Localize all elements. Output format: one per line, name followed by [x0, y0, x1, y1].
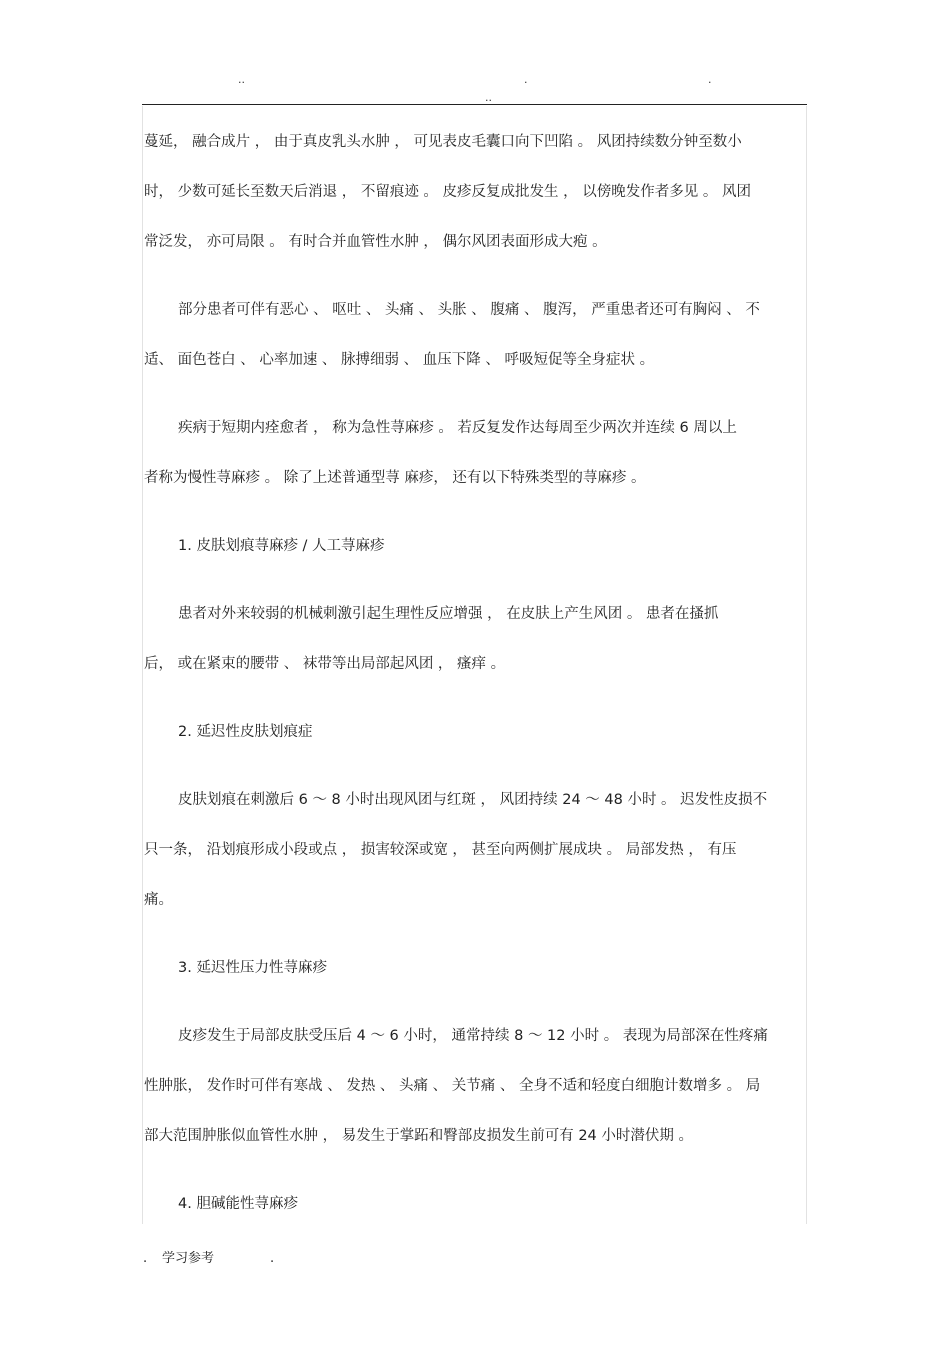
text-line: 者称为慢性荨麻疹 。 除了上述普通型荨 麻疹， 还有以下特殊类型的荨麻疹 。 — [144, 470, 646, 486]
paragraph-start: 皮疹发生于局部皮肤受压后 4 ～ 6 小时， 通常持续 8 ～ 12 小时 。 表现为局部深在性疼痛 — [178, 1028, 768, 1044]
text-line: 痛。 — [144, 892, 173, 908]
section-heading: 3. 延迟性压力性荨麻疹 — [178, 960, 327, 976]
header-rule — [142, 104, 807, 105]
header-dots-under: .. — [485, 91, 492, 104]
text-line: 适、 面色苍白 、 心率加速 、 脉搏细弱 、 血压下降 、 呼吸短促等全身症状 。 — [144, 352, 655, 368]
header-dots-left: .. — [238, 73, 245, 86]
header-dot-center: . — [524, 73, 528, 86]
footer-dot-left: . — [143, 1251, 148, 1266]
section-heading: 1. 皮肤划痕荨麻疹 / 人工荨麻疹 — [178, 538, 385, 554]
text-line: 蔓延， 融合成片 ， 由于真皮乳头水肿 ， 可见表皮毛囊口向下凹陷 。 风团持续数分钟至数小 — [144, 134, 742, 150]
left-margin-line — [142, 106, 143, 1224]
paragraph-start: 疾病于短期内痊愈者 ， 称为急性荨麻疹 。 若反复发作达每周至少两次并连续 6 周以上 — [178, 420, 737, 436]
right-margin-line — [806, 106, 807, 1224]
header-dot-right: . — [708, 73, 712, 86]
footer-label: 学习参考 — [162, 1251, 215, 1266]
text-line: 后， 或在紧束的腰带 、 袜带等出局部起风团 ， 瘙痒 。 — [144, 656, 506, 672]
section-heading: 2. 延迟性皮肤划痕症 — [178, 724, 313, 740]
footer-dot-right: . — [270, 1251, 275, 1266]
text-line: 时， 少数可延长至数天后消退 ， 不留痕迹 。 皮疹反复成批发生 ， 以傍晚发作者多见 。 风团 — [144, 184, 751, 200]
paragraph-start: 患者对外来较弱的机械刺激引起生理性反应增强 ， 在皮肤上产生风团 。 患者在搔抓 — [178, 606, 719, 622]
paragraph-start: 部分患者可伴有恶心 、 呕吐 、 头痛 、 头胀 、 腹痛 、 腹泻， 严重患者还可有胸闷 、 不 — [178, 302, 760, 318]
text-line: 性肿胀， 发作时可伴有寒战 、 发热 、 头痛 、 关节痛 、 全身不适和轻度白细胞计数增多 。 局 — [144, 1078, 761, 1094]
section-heading: 4. 胆碱能性荨麻疹 — [178, 1196, 298, 1212]
paragraph-start: 皮肤划痕在刺激后 6 ～ 8 小时出现风团与红斑 ， 风团持续 24 ～ 48 小时 。 迟发性皮损不 — [178, 792, 768, 808]
text-line: 只一条， 沿划痕形成小段或点 ， 损害较深或宽 ， 甚至向两侧扩展成块 。 局部发热 ， 有压 — [144, 842, 737, 858]
text-line: 部大范围肿胀似血管性水肿 ， 易发生于掌跖和臀部皮损发生前可有 24 小时潜伏期 。 — [144, 1128, 693, 1144]
text-line: 常泛发， 亦可局限 。 有时合并血管性水肿 ， 偶尔风团表面形成大疱 。 — [144, 234, 607, 250]
